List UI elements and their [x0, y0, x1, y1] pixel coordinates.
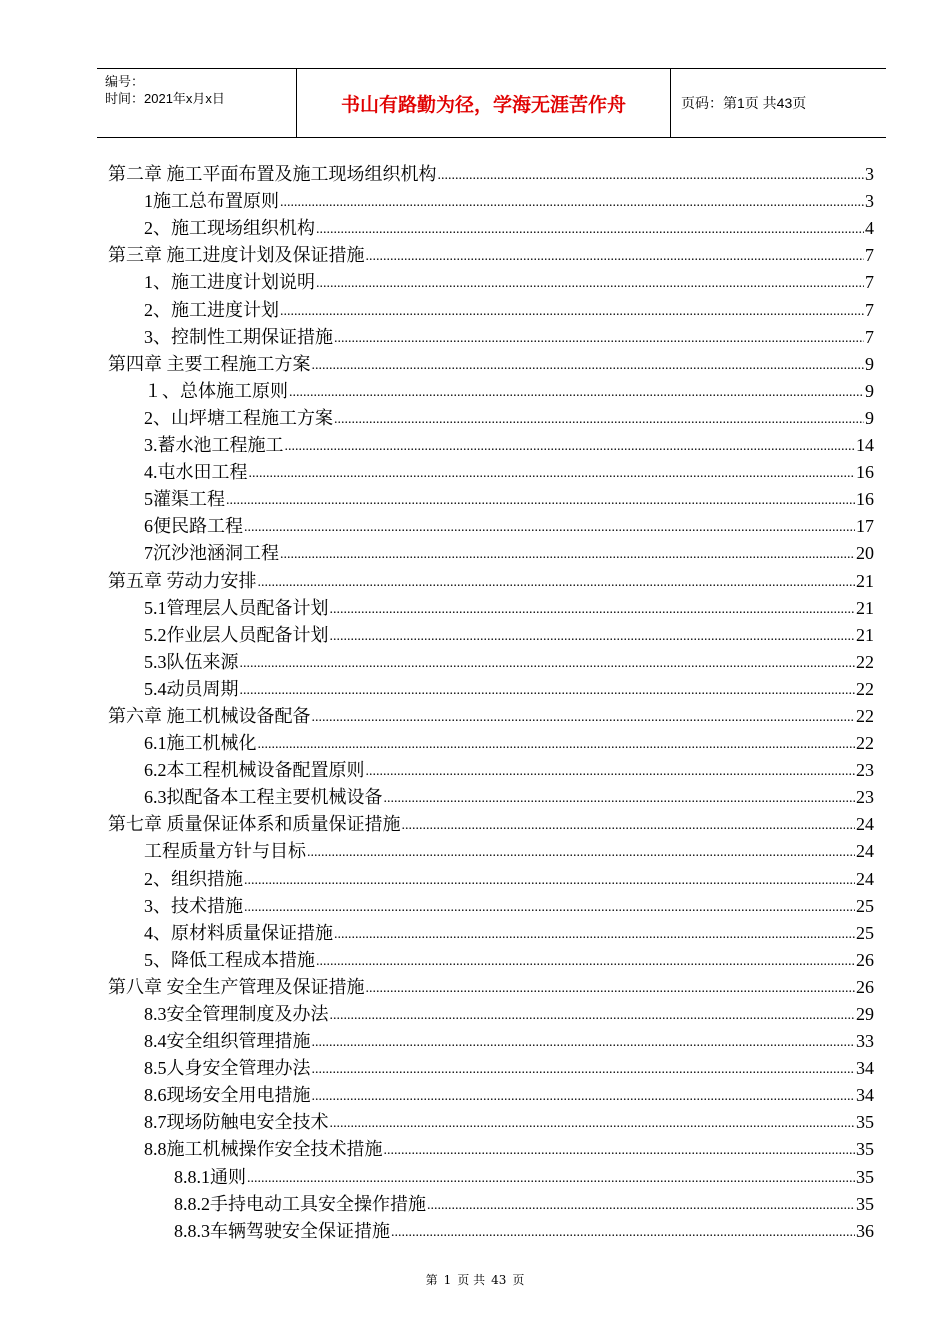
- toc-entry[interactable]: [108, 185, 874, 212]
- toc-leader-dots: [307, 844, 855, 862]
- toc-entry-title: 工程质量方针与目标: [144, 841, 306, 862]
- toc-entry-page: 21: [856, 624, 874, 645]
- toc-entry-page: 24: [856, 814, 874, 835]
- toc-entry[interactable]: [108, 998, 874, 1025]
- toc-entry-title: 第四章 主要工程施工方案: [108, 353, 311, 374]
- toc-entry-page: 22: [856, 705, 874, 726]
- toc-leader-dots: [258, 574, 856, 592]
- toc-leader-dots: [312, 1061, 856, 1079]
- toc-entry[interactable]: [108, 673, 874, 700]
- toc-entry-page: 21: [856, 570, 874, 591]
- toc-entry-page: 9: [865, 353, 874, 374]
- toc-entry-page: 29: [856, 1004, 874, 1024]
- toc-entry-page: 21: [856, 597, 874, 618]
- footer-current-page: 1: [443, 1273, 452, 1287]
- toc-entry-page: 20: [856, 543, 874, 564]
- toc-entry[interactable]: [108, 1106, 874, 1133]
- toc-leader-dots: [366, 248, 865, 266]
- header-page-info: 页码：第1页 共43页: [681, 95, 807, 111]
- toc-entry-title: 3.蓄水池工程施工: [144, 435, 284, 456]
- toc-leader-dots: [285, 438, 856, 456]
- toc-entry-title: 5、降低工程成本措施: [144, 949, 315, 970]
- toc-entry[interactable]: [108, 808, 874, 835]
- toc-leader-dots: [258, 736, 856, 754]
- toc-entry[interactable]: [108, 375, 874, 402]
- toc-entry-page: 3: [865, 164, 874, 185]
- toc-entry[interactable]: [108, 917, 874, 944]
- toc-leader-dots: [366, 980, 856, 998]
- toc-entry[interactable]: [108, 1025, 874, 1052]
- toc-entry-title: 8.8.3车辆驾驶安全保证措施: [174, 1220, 390, 1241]
- toc-leader-dots: [330, 601, 856, 619]
- toc-entry-title: 2、施工进度计划: [144, 299, 279, 320]
- toc-entry-page: 26: [856, 976, 874, 997]
- toc-entry-title: 4.屯水田工程: [144, 462, 248, 483]
- toc-entry-page: 17: [856, 516, 874, 537]
- toc-entry-page: 7: [865, 245, 874, 266]
- toc-entry-title: 3、技术措施: [144, 895, 243, 916]
- toc-entry[interactable]: [108, 700, 874, 727]
- toc-leader-dots: [384, 790, 856, 808]
- toc-entry[interactable]: [108, 483, 874, 510]
- toc-entry-title: 5.4动员周期: [144, 678, 239, 699]
- toc-entry-page: 7: [865, 299, 874, 320]
- toc-entry-title: 3、控制性工期保证措施: [144, 326, 333, 347]
- toc-entry[interactable]: [108, 293, 874, 320]
- toc-entry-title: 7沉沙池涵洞工程: [144, 543, 279, 564]
- toc-entry-title: 6.2本工程机械设备配置原则: [144, 760, 365, 781]
- toc-entry-title: 5.1管理层人员配备计划: [144, 597, 329, 618]
- toc-leader-dots: [384, 1142, 856, 1160]
- footer-prefix: 第: [425, 1273, 438, 1287]
- toc-entry[interactable]: [108, 646, 874, 673]
- toc-leader-dots: [334, 330, 864, 348]
- toc-entry-page: 22: [856, 733, 874, 754]
- toc-entry[interactable]: [108, 1188, 874, 1215]
- toc-entry[interactable]: [108, 266, 874, 293]
- header-meta: [97, 69, 297, 137]
- toc-leader-dots: [280, 546, 855, 564]
- toc-leader-dots: [280, 303, 864, 321]
- toc-entry[interactable]: [108, 727, 874, 754]
- toc-entry[interactable]: [108, 429, 874, 456]
- toc-entry-page: 35: [856, 1139, 874, 1160]
- toc-entry-title: 8.8.1通则: [174, 1166, 246, 1187]
- footer-mid: 页 共: [457, 1273, 486, 1287]
- time-label: 时间：2021年x月x日: [105, 91, 225, 106]
- toc-leader-dots: [240, 655, 856, 673]
- toc-leader-dots: [316, 953, 855, 971]
- toc-leader-dots: [427, 1197, 855, 1215]
- toc-leader-dots: [316, 221, 864, 239]
- toc-entry-title: 2、组织措施: [144, 868, 243, 889]
- toc-entry-title: 5.3队伍来源: [144, 651, 239, 672]
- toc-entry-title: 2、施工现场组织机构: [144, 218, 315, 239]
- document-header: [97, 68, 886, 138]
- toc-entry-page: 9: [865, 380, 874, 401]
- toc-entry[interactable]: [108, 592, 874, 619]
- toc-entry-page: 24: [856, 841, 874, 862]
- toc-leader-dots: [312, 709, 856, 727]
- toc-leader-dots: [438, 167, 865, 185]
- toc-entry[interactable]: [108, 1052, 874, 1079]
- toc-entry-page: 35: [856, 1166, 874, 1187]
- toc-entry-page: 16: [856, 489, 874, 510]
- toc-entry-title: 6.1施工机械化: [144, 733, 257, 754]
- toc-entry-page: 26: [856, 949, 874, 970]
- toc-entry-title: 2、山坪塘工程施工方案: [144, 407, 333, 428]
- toc-entry-title: １、总体施工原则: [144, 380, 288, 401]
- toc-entry-title: 8.5人身安全管理办法: [144, 1058, 311, 1079]
- toc-leader-dots: [226, 492, 855, 510]
- toc-entry-page: 25: [856, 895, 874, 916]
- toc-entry-page: 35: [856, 1193, 874, 1214]
- toc-leader-dots: [316, 275, 864, 293]
- toc-entry-page: 24: [856, 868, 874, 889]
- toc-entry-page: 23: [856, 760, 874, 781]
- toc-entry[interactable]: [108, 890, 874, 917]
- toc-entry-title: 第二章 施工平面布置及施工现场组织机构: [108, 164, 437, 185]
- toc-entry-page: 35: [856, 1112, 874, 1133]
- toc-entry-title: 1、施工进度计划说明: [144, 272, 315, 293]
- toc-leader-dots: [334, 411, 864, 429]
- toc-entry-page: 4: [865, 218, 874, 239]
- toc-entry-page: 22: [856, 651, 874, 672]
- toc-entry[interactable]: [108, 348, 874, 375]
- toc-leader-dots: [334, 926, 855, 944]
- toc-leader-dots: [330, 1007, 856, 1025]
- toc-entry[interactable]: [108, 944, 874, 971]
- number-label: 编号：: [105, 74, 145, 89]
- toc-entry-page: 25: [856, 922, 874, 943]
- toc-entry-page: 16: [856, 462, 874, 483]
- toc-entry-title: 第五章 劳动力安排: [108, 570, 257, 591]
- toc-leader-dots: [312, 1034, 856, 1052]
- toc-leader-dots: [289, 384, 864, 402]
- toc-leader-dots: [402, 817, 856, 835]
- toc-entry[interactable]: [108, 321, 874, 348]
- toc-entry[interactable]: [108, 239, 874, 266]
- toc-entry-title: 第七章 质量保证体系和质量保证措施: [108, 814, 401, 835]
- toc-entry-page: 34: [856, 1085, 874, 1106]
- toc-entry[interactable]: [108, 862, 874, 889]
- toc-entry[interactable]: [108, 402, 874, 429]
- toc-entry[interactable]: [108, 1133, 874, 1160]
- toc-leader-dots: [244, 519, 855, 537]
- toc-entry-title: 第八章 安全生产管理及保证措施: [108, 976, 365, 997]
- toc-leader-dots: [247, 1170, 855, 1188]
- toc-entry-title: 4、原材料质量保证措施: [144, 922, 333, 943]
- toc-entry-page: 36: [856, 1220, 874, 1241]
- footer-suffix: 页: [512, 1273, 525, 1287]
- toc-leader-dots: [280, 194, 864, 212]
- toc-entry-title: 8.6现场安全用电措施: [144, 1085, 311, 1106]
- toc-leader-dots: [312, 357, 865, 375]
- toc-entry[interactable]: [108, 971, 874, 998]
- toc-entry-page: 3: [865, 191, 874, 212]
- toc-entry-page: 22: [856, 678, 874, 699]
- toc-entry[interactable]: [108, 835, 874, 862]
- toc-entry-title: 8.3安全管理制度及办法: [144, 1004, 329, 1024]
- toc-entry-title: 第六章 施工机械设备配备: [108, 705, 311, 726]
- toc-entry[interactable]: [108, 1160, 874, 1187]
- toc-entry[interactable]: [108, 754, 874, 781]
- toc-entry[interactable]: [108, 158, 874, 185]
- toc-entry-title: 5灌渠工程: [144, 489, 225, 510]
- toc-leader-dots: [330, 1115, 856, 1133]
- toc-entry-title: 5.2作业层人员配备计划: [144, 624, 329, 645]
- toc-entry[interactable]: [108, 456, 874, 483]
- toc-entry-page: 33: [856, 1031, 874, 1052]
- toc-leader-dots: [366, 763, 856, 781]
- toc-leader-dots: [244, 899, 855, 917]
- toc-leader-dots: [240, 682, 856, 700]
- toc-entry[interactable]: [108, 1079, 874, 1106]
- toc-leader-dots: [391, 1224, 855, 1242]
- toc-entry-title: 8.8.2手持电动工具安全操作措施: [174, 1193, 426, 1214]
- toc-entry-title: 第三章 施工进度计划及保证措施: [108, 245, 365, 266]
- toc-entry-title: 6.3拟配备本工程主要机械设备: [144, 787, 383, 808]
- toc-entry[interactable]: [108, 537, 874, 564]
- toc-entry-title: 8.4安全组织管理措施: [144, 1031, 311, 1052]
- toc-entry-page: 7: [865, 272, 874, 293]
- toc-leader-dots: [249, 465, 856, 483]
- toc-entry-title: 8.8施工机械操作安全技术措施: [144, 1139, 383, 1160]
- toc-leader-dots: [330, 628, 856, 646]
- toc-entry-title: 1施工总布置原则: [144, 191, 279, 212]
- toc-entry[interactable]: [108, 564, 874, 591]
- toc-entry-page: 34: [856, 1058, 874, 1079]
- toc-entry[interactable]: [108, 510, 874, 537]
- toc-entry-title: 8.7现场防触电安全技术: [144, 1112, 329, 1133]
- toc-entry[interactable]: [108, 619, 874, 646]
- table-of-contents: [108, 158, 874, 1242]
- footer-total-pages: 43: [491, 1273, 507, 1287]
- toc-entry[interactable]: [108, 212, 874, 239]
- toc-leader-dots: [312, 1088, 856, 1106]
- toc-entry-title: 6便民路工程: [144, 516, 243, 537]
- toc-entry-page: 7: [865, 326, 874, 347]
- toc-entry-page: 9: [865, 407, 874, 428]
- toc-entry[interactable]: [108, 781, 874, 808]
- page-footer: [0, 1271, 950, 1288]
- toc-entry-page: 23: [856, 787, 874, 808]
- toc-leader-dots: [244, 872, 855, 890]
- header-motto: 书山有路勤为径，学海无涯苦作舟: [297, 69, 671, 137]
- toc-entry[interactable]: [108, 1215, 874, 1242]
- toc-entry-page: 14: [856, 435, 874, 456]
